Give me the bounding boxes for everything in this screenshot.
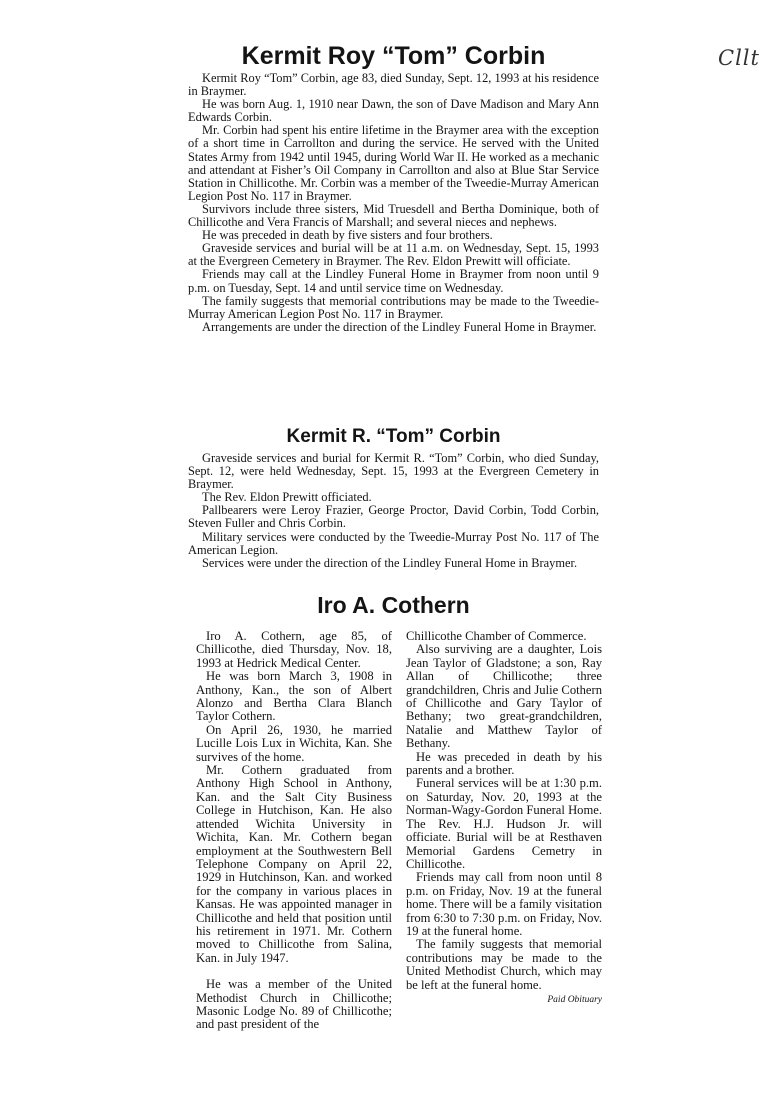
obituary-paragraph: Military services were conducted by the Tweedie-Murray Post No. 117 of The American Legion.: [188, 529, 599, 557]
obituary-paragraph: He was a member of the United Methodist Church in Chillicothe; Masonic Lodge No. 89 of Chillicothe; and past president of the: [196, 977, 392, 1032]
obituary-paragraph: Survivors include three sisters, Mid Truesdell and Bertha Dominique, both of Chillicothe and Vera Francis of Marshall; and several nieces and nephews.: [188, 201, 599, 230]
obituary-paragraph: Mr. Corbin had spent his entire lifetime in the Braymer area with the exception of a short time in Carrollton and during the service. He served with the United States Army from 1942 until 1945, during World War II. He worked as a mechanic and attendant at Fisher’s Oil Company in Carrollton and also at Blue Star Service Station in Chillicothe. Mr. Corbin was a member of the Tweedie-Murray American Legion Post No. 117 in Braymer.: [188, 123, 599, 203]
paid-obituary-label: Paid Obituary: [547, 994, 602, 1005]
obituary-paragraph: Also surviving are a daughter, Lois Jean Taylor of Gladstone; a son, Ray Allan of Chillicothe; three grandchildren, Chris and Julie Cothern of Chillicothe and Gary Taylor of Bethany; two great-grandchildren, Natalie and Matthew Taylor of Bethany.: [406, 642, 602, 751]
obituary-paragraph: Funeral services will be at 1:30 p.m. on Saturday, Nov. 20, 1993 at the Norman-Wagy-Gordon Funeral Home. The Rev. H.J. Hudson Jr. will officiate. Burial will be at Resthaven Memorial Gardens Cemetry in Chillicothe.: [406, 776, 602, 871]
obituary-title: Kermit Roy “Tom” Corbin: [241, 42, 546, 70]
obituary-title: Iro A. Cothern: [317, 592, 470, 618]
obituary-paragraph: Pallbearers were Leroy Frazier, George Proctor, David Corbin, Todd Corbin, Steven Fuller and Chris Corbin.: [188, 503, 599, 531]
obituary-paragraph: Graveside services and burial for Kermit R. “Tom” Corbin, who died Sunday, Sept. 12, were held Wednesday, Sept. 15, 1993 at the Evergreen Cemetery in Braymer.: [188, 451, 599, 492]
obituary-paragraph: The Rev. Eldon Prewitt officiated.: [202, 490, 372, 505]
obituary-paragraph: Friends may call from noon until 8 p.m. on Friday, Nov. 19 at the funeral home. There will be a family visitation from 6:30 to 7:30 p.m. on Friday, Nov. 19 at the funeral home.: [406, 870, 602, 938]
obituary-paragraph: Graveside services and burial will be at 11 a.m. on Wednesday, Sept. 15, 1993 at the Evergreen Cemetery in Braymer. The Rev. Eldon Prewitt will officiate.: [188, 241, 599, 269]
obituary-iro-cothern-header: [188, 590, 599, 620]
obituary-paragraph: The family suggests that memorial contributions may be made to the Tweedie-Murray American Legion Post No. 117 in Braymer.: [188, 293, 599, 321]
obituary-paragraph: He was preceded in death by his parents and a brother.: [406, 749, 602, 778]
handwritten-margin-note: Cllt: [718, 46, 760, 70]
obituary-title: Kermit R. “Tom” Corbin: [286, 426, 501, 447]
obituary-paragraph: Kermit Roy “Tom” Corbin, age 83, died Sunday, Sept. 12, 1993 at his residence in Braymer.: [188, 71, 599, 99]
obituary-paragraph: On April 26, 1930, he married Lucille Lois Lux in Wichita, Kan. She survives of the home.: [196, 722, 392, 764]
obituary-paragraph: Chillicothe Chamber of Commerce.: [406, 629, 587, 643]
obituary-paragraph: Services were under the direction of the Lindley Funeral Home in Braymer.: [202, 555, 578, 570]
obituary-paragraph: The family suggests that memorial contributions may be made to the United Methodist Church, which may be left at the funeral home.: [406, 937, 602, 992]
obituary-paragraph: He was born March 3, 1908 in Anthony, Kan., the son of Albert Alonzo and Bertha Clara Blanch Taylor Cothern.: [196, 669, 392, 724]
obituary-paragraph: Friends may call at the Lindley Funeral Home in Braymer from noon until 9 p.m. on Tuesday, Sept. 14 and until service time on Wednesday.: [188, 267, 599, 295]
obituary-iro-cothern-left-column: [196, 630, 392, 1032]
obituary-paragraph: Arrangements are under the direction of the Lindley Funeral Home in Braymer.: [202, 319, 597, 334]
obituary-paragraph: Mr. Cothern graduated from Anthony High School in Anthony, Kan. and the Salt City Business College in Hutchison, Kan. He also attended Wichita University in Wichita, Kan. Mr. Cothern began employment at the Southwestern Bell Telephone Company on April 22, 1929 in Hutchinson, Kan. and worked for the company in various places in Kansas. He was appointed manager in Chillicothe and held that position until his retirement in 1971. Mr. Cothern moved to Chillicothe from Salina, Kan. in July 1947.: [196, 763, 392, 965]
obituary-kermit-roy-corbin: [188, 42, 599, 334]
obituary-paragraph: He was preceded in death by five sisters and four brothers.: [202, 228, 493, 243]
obituary-paragraph: He was born Aug. 1, 1910 near Dawn, the son of Dave Madison and Mary Ann Edwards Corbin.: [188, 97, 599, 125]
obituary-kermit-r-corbin: [188, 426, 599, 570]
obituary-paragraph: Iro A. Cothern, age 85, of Chillicothe, died Thursday, Nov. 18, 1993 at Hedrick Medical Center.: [196, 629, 392, 670]
obituary-iro-cothern-right-column: [406, 630, 602, 1005]
